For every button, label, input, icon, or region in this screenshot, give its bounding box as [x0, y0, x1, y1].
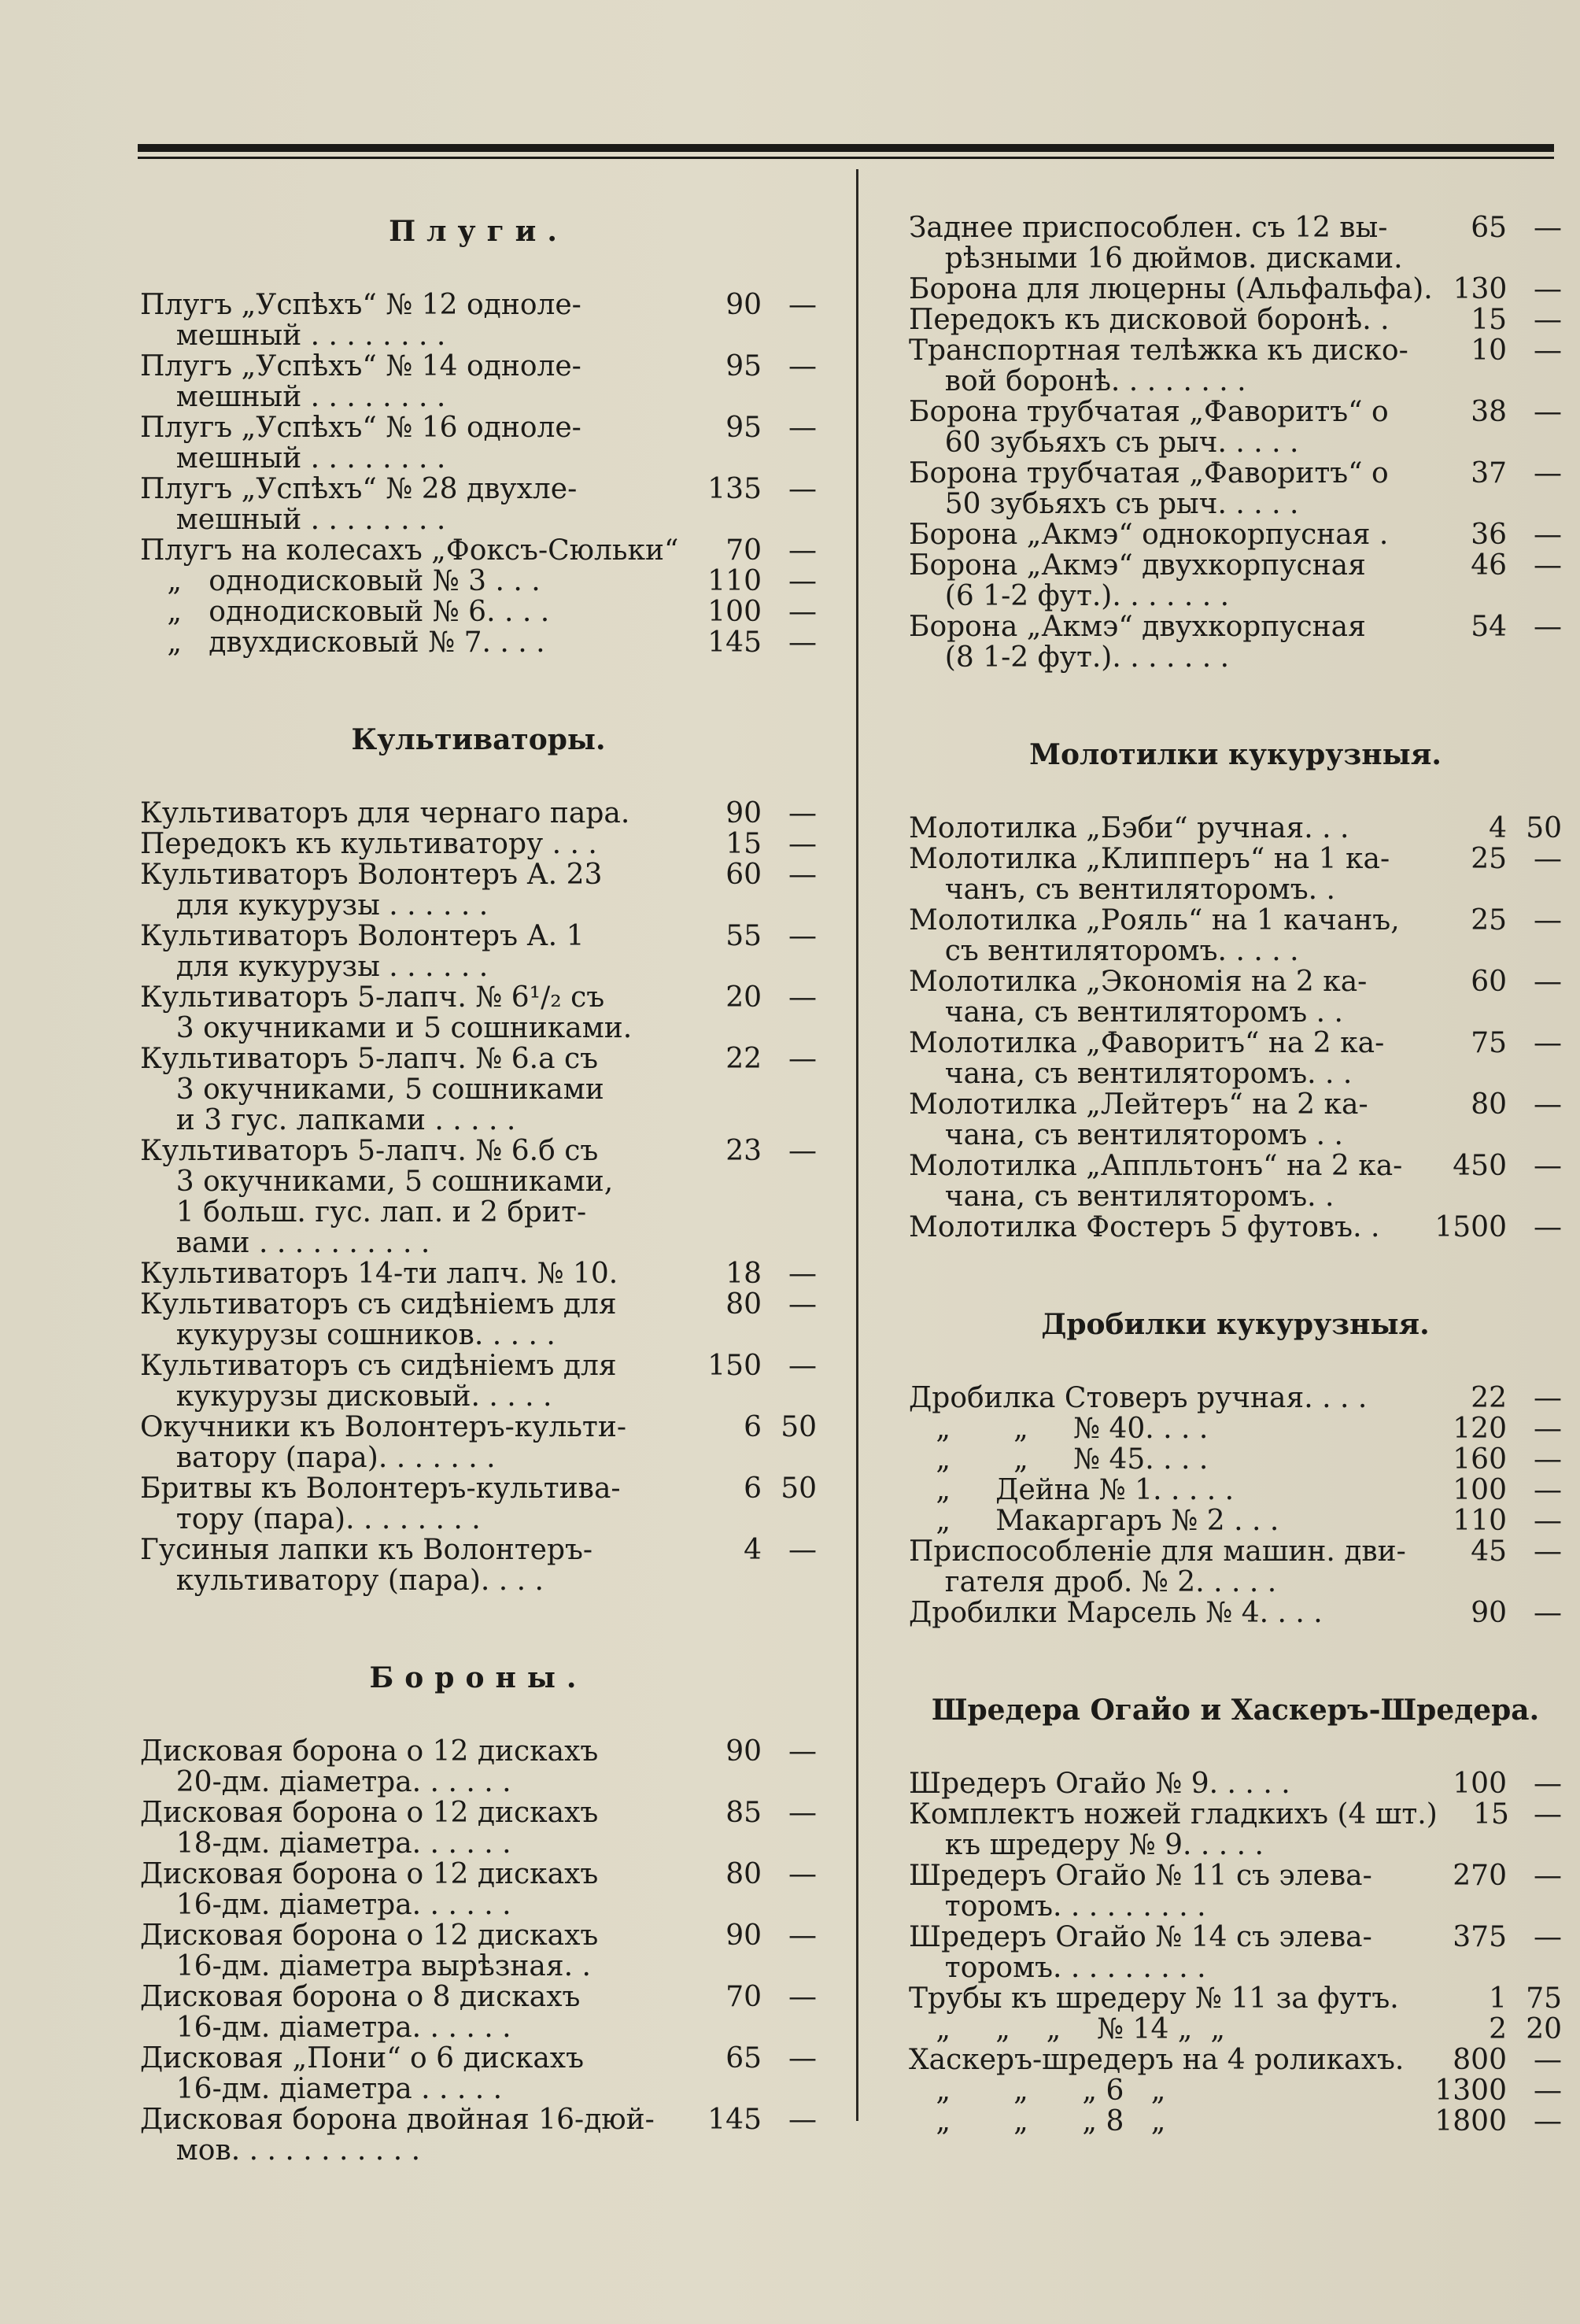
price-item [140, 829, 817, 859]
item-description: Плугъ „Успѣхъ“ № 14 одноле- мешный . . . . . . . . [140, 350, 581, 413]
item-description: Дисковая борона двойная 16-дюй- мов. . . . . . . . . . . [140, 2104, 655, 2167]
price-rubles: 80 [725, 1288, 762, 1321]
price-kopecks: — [1534, 1027, 1562, 1059]
price-kopecks: — [788, 1735, 817, 1768]
price-rubles: 15 [1471, 304, 1507, 336]
price-rubles: 37 [1471, 457, 1507, 490]
price-kopecks: 20 [1526, 2013, 1562, 2045]
price-kopecks: — [788, 534, 817, 567]
item-description: Культиваторъ съ сидѣніемъ для кукурузы дисковый. . . . . [140, 1350, 617, 1413]
price-kopecks: — [1534, 457, 1562, 490]
price-item [909, 274, 1562, 305]
price-kopecks: — [1534, 1413, 1562, 1445]
price-rubles: 54 [1471, 611, 1507, 643]
price-kopecks: — [788, 859, 817, 891]
price-rubles: 160 [1453, 1443, 1507, 1476]
item-description: Дробилка Стоверъ ручная. . . . [909, 1382, 1368, 1414]
price-rubles: 120 [1453, 1413, 1507, 1445]
price-kopecks: — [1534, 1443, 1562, 1476]
item-description: Дисковая борона о 12 дискахъ 16-дм. діаметра. . . . . . [140, 1858, 599, 1921]
price-item [909, 813, 1562, 844]
item-description: Дробилки Марсель № 4. . . . [909, 1597, 1323, 1629]
price-rubles: 25 [1471, 843, 1507, 875]
price-kopecks: — [788, 1043, 817, 1075]
price-item [909, 1475, 1562, 1506]
price-kopecks: — [1534, 611, 1562, 643]
item-description: „ „ № 45. . . . [909, 1443, 1209, 1476]
price-kopecks: — [788, 1919, 817, 1952]
price-item [909, 1598, 1562, 1628]
price-kopecks: — [788, 920, 817, 952]
price-item [909, 1028, 1562, 1089]
price-item [909, 1536, 1562, 1598]
item-description: Передокъ къ культиватору . . . [140, 828, 597, 860]
price-item [909, 611, 1562, 673]
price-rubles: 2 [1489, 2013, 1507, 2045]
price-item [140, 2104, 817, 2166]
price-kopecks: — [788, 350, 817, 382]
item-description: Молотилка „Фаворитъ“ на 2 ка- чана, съ вентиляторомъ. . . [909, 1027, 1385, 1090]
price-rubles: 36 [1471, 519, 1507, 551]
section-title: Молотилки кукурузныя. [1029, 738, 1442, 771]
price-kopecks: — [1534, 212, 1562, 244]
price-item [909, 1768, 1562, 1799]
item-description: Плугъ „Успѣхъ“ № 16 одноле- мешный . . . . . . . . [140, 412, 581, 475]
price-item [909, 844, 1562, 905]
price-kopecks: — [1534, 1382, 1562, 1414]
item-description: Борона „Акмэ“ двухкорпусная (6 1-2 фут.). . . . . . . [909, 549, 1366, 612]
section-title: Шредера Огайо и Хаскеръ-Шредера. [931, 1694, 1540, 1727]
price-item [909, 1860, 1562, 1922]
item-description: Заднее приспособлен. съ 12 вы- рѣзными 16 дюймов. дисками. [909, 212, 1403, 275]
price-item [140, 859, 817, 921]
item-description: Молотилка „Клипперъ“ на 1 ка- чанъ, съ вентиляторомъ. . [909, 843, 1390, 906]
price-rubles: 75 [1471, 1027, 1507, 1059]
price-item [140, 798, 817, 829]
price-rubles: 20 [725, 981, 762, 1014]
item-description: „ двухдисковый № 7. . . . [140, 626, 545, 659]
price-item [140, 1920, 817, 1982]
price-kopecks: — [788, 1981, 817, 2013]
item-description: Борона трубчатая „Фаворитъ“ о 50 зубьяхъ съ рыч. . . . . [909, 457, 1389, 520]
price-item [909, 1922, 1562, 1983]
price-rubles: 800 [1453, 2044, 1507, 2076]
price-rubles: 22 [1471, 1382, 1507, 1414]
price-kopecks: — [1534, 2075, 1562, 2107]
price-rubles: 130 [1453, 273, 1508, 305]
price-rubles: 95 [725, 412, 762, 444]
item-description: Борона трубчатая „Фаворитъ“ о 60 зубьяхъ съ рыч. . . . . [909, 396, 1389, 459]
price-rubles: 46 [1471, 549, 1507, 582]
price-item [909, 458, 1562, 519]
price-rubles: 6 [744, 1411, 762, 1443]
price-rubles: 55 [725, 920, 762, 952]
price-item [140, 2043, 817, 2104]
price-rubles: 80 [725, 1858, 762, 1890]
price-item [909, 905, 1562, 966]
price-item [140, 535, 817, 566]
price-kopecks: — [788, 797, 817, 829]
item-description: Молотилка „Экономія на 2 ка- чана, съ вентиляторомъ . . [909, 966, 1368, 1029]
price-rubles: 22 [725, 1043, 762, 1075]
price-item [909, 1089, 1562, 1151]
price-rubles: 38 [1471, 396, 1507, 428]
price-rubles: 90 [1471, 1597, 1507, 1629]
price-rubles: 135 [707, 473, 762, 505]
price-item [909, 966, 1562, 1028]
price-rubles: 90 [725, 289, 762, 321]
price-kopecks: — [1534, 1150, 1562, 1182]
price-kopecks: — [1534, 273, 1562, 305]
price-rubles: 150 [707, 1350, 762, 1382]
price-kopecks: — [1534, 1535, 1562, 1568]
price-kopecks: — [1534, 1768, 1562, 1800]
price-kopecks: — [788, 2104, 817, 2136]
price-item [140, 982, 817, 1044]
price-item [140, 412, 817, 474]
price-rubles: 450 [1453, 1150, 1507, 1182]
price-kopecks: — [1534, 519, 1562, 551]
price-kopecks: 50 [781, 1411, 817, 1443]
price-item [909, 1212, 1562, 1243]
price-rubles: 1800 [1434, 2105, 1507, 2137]
item-description: Трубы къ шредеру № 11 за футъ. [909, 1982, 1399, 2015]
price-rubles: 90 [725, 1919, 762, 1952]
item-description: Окучники къ Волонтеръ-культи- ватору (пара). . . . . . . [140, 1411, 626, 1474]
section-title: Культиваторы. [351, 723, 606, 756]
price-rubles: 375 [1453, 1921, 1507, 1953]
price-kopecks: — [1534, 549, 1562, 582]
price-rubles: 70 [725, 1981, 762, 2013]
price-rubles: 70 [725, 534, 762, 567]
left-column [140, 212, 817, 2166]
item-description: Борона для люцерны (Альфальфа). [909, 273, 1433, 305]
price-item [909, 1983, 1562, 2014]
header-rule-thin [138, 157, 1554, 159]
price-rubles: 60 [725, 859, 762, 891]
item-description: Культиваторъ Волонтеръ А. 23 для кукурузы . . . . . . [140, 859, 603, 922]
price-rubles: 18 [725, 1258, 762, 1290]
item-description: Молотилка „Рояль“ на 1 качанъ, съ вентиляторомъ. . . . . [909, 904, 1400, 967]
item-description: Плугъ „Успѣхъ“ № 12 одноле- мешный . . . . . . . . [140, 289, 581, 352]
price-kopecks: — [1534, 1597, 1562, 1629]
price-item [140, 1859, 817, 1920]
price-item [909, 212, 1562, 274]
price-rubles: 45 [1471, 1535, 1507, 1568]
price-kopecks: 75 [1526, 1982, 1562, 2015]
price-kopecks: — [788, 2042, 817, 2075]
price-item [140, 566, 817, 597]
price-rubles: 4 [744, 1534, 762, 1566]
price-rubles: 100 [707, 596, 762, 628]
price-rubles: 6 [744, 1472, 762, 1505]
price-kopecks: — [1534, 966, 1562, 998]
price-rubles: 95 [725, 350, 762, 382]
item-description: Плугъ „Успѣхъ“ № 28 двухле- мешный . . . . . . . . [140, 473, 578, 536]
price-item [140, 290, 817, 351]
section-title: Бороны. [369, 1661, 588, 1694]
price-kopecks: — [788, 1258, 817, 1290]
item-description: „ „ „ № 14 „ „ [909, 2013, 1225, 2045]
price-kopecks: — [788, 1135, 817, 1167]
item-description: Борона „Акмэ“ двухкорпусная (8 1-2 фут.). . . . . . . [909, 611, 1366, 674]
price-item [140, 474, 817, 535]
item-description: Молотилка „Лейтеръ“ на 2 ка- чана, съ вентиляторомъ . . [909, 1088, 1368, 1151]
price-kopecks: — [1534, 1088, 1562, 1121]
price-kopecks: — [1534, 1921, 1562, 1953]
price-rubles: 145 [707, 2104, 762, 2136]
item-description: Молотилка Фостеръ 5 футовъ. . [909, 1211, 1380, 1243]
price-kopecks: — [1534, 1505, 1562, 1537]
item-description: Плугъ на колесахъ „Фоксъ-Сюльки“ [140, 534, 679, 567]
price-item [140, 1473, 817, 1535]
item-description: „ Дейна № 1. . . . . [909, 1474, 1235, 1506]
item-description: Дисковая борона о 8 дискахъ 16-дм. діаметра. . . . . . [140, 1981, 581, 2044]
price-kopecks: — [1534, 843, 1562, 875]
price-kopecks: — [1534, 1860, 1562, 1892]
price-item [140, 1044, 817, 1136]
price-kopecks: — [788, 565, 817, 597]
item-description: Бритвы къ Волонтеръ-культива- тору (пара). . . . . . . . [140, 1472, 621, 1535]
price-item [140, 1136, 817, 1258]
price-kopecks: — [1534, 304, 1562, 336]
price-rubles: 10 [1471, 334, 1507, 367]
price-rubles: 65 [1471, 212, 1507, 244]
price-kopecks: — [788, 289, 817, 321]
price-rubles: 65 [725, 2042, 762, 2075]
price-kopecks: — [1534, 2044, 1562, 2076]
price-item [140, 627, 817, 658]
price-kopecks: — [1534, 2105, 1562, 2137]
item-description: Дисковая борона о 12 дискахъ 18-дм. діаметра. . . . . . [140, 1797, 599, 1860]
price-item [140, 1350, 817, 1412]
section-title: Дробилки кукурузныя. [1041, 1308, 1430, 1341]
item-description: „ однодисковый № 3 . . . [140, 565, 541, 597]
item-description: Борона „Акмэ“ однокорпусная . [909, 519, 1389, 551]
item-description: Шредеръ Огайо № 11 съ элева- торомъ. . . . . . . . . [909, 1860, 1372, 1923]
price-item [140, 351, 817, 412]
price-item [909, 335, 1562, 397]
section-title: Плуги. [389, 215, 568, 248]
price-kopecks: — [1534, 396, 1562, 428]
header-rule-thick [138, 144, 1554, 152]
price-kopecks: 50 [781, 1472, 817, 1505]
price-rubles: 60 [1471, 966, 1507, 998]
price-item [909, 1151, 1562, 1212]
item-description: Культиваторъ 5-лапч. № 6¹/₂ съ 3 окучниками и 5 сошниками. [140, 981, 633, 1044]
right-column [909, 212, 1562, 2137]
price-rubles: 270 [1453, 1860, 1507, 1892]
price-kopecks: — [1534, 334, 1562, 367]
price-rubles: 90 [725, 797, 762, 829]
price-kopecks: — [788, 1534, 817, 1566]
item-description: „ „ „ 8 „ [909, 2105, 1166, 2137]
price-kopecks: — [1534, 1474, 1562, 1506]
item-description: Культиваторъ съ сидѣніемъ для кукурузы сошников. . . . . [140, 1288, 617, 1351]
item-description: Культиваторъ 5-лапч. № 6.а съ 3 окучниками, 5 сошниками и 3 гус. лапками . . . . . [140, 1043, 604, 1136]
item-description: „ однодисковый № 6. . . . [140, 596, 550, 628]
price-rubles: 110 [707, 565, 762, 597]
price-item [140, 597, 817, 627]
item-description: Культиваторъ 14-ти лапч. № 10. [140, 1258, 618, 1290]
price-rubles: 145 [707, 626, 762, 659]
price-item [909, 1444, 1562, 1475]
price-kopecks: — [788, 1797, 817, 1829]
price-rubles: 15 [1473, 1798, 1509, 1831]
price-rubles: 100 [1453, 1474, 1507, 1506]
item-description: Транспортная телѣжка къ диско- вой боронѣ. . . . . . . . [909, 334, 1408, 397]
price-rubles: 23 [725, 1135, 762, 1167]
column-separator [856, 169, 858, 2121]
price-kopecks: — [788, 1350, 817, 1382]
price-item [909, 397, 1562, 458]
price-item [909, 2045, 1562, 2075]
price-kopecks: — [1534, 904, 1562, 937]
price-kopecks: — [1534, 1798, 1562, 1831]
price-kopecks: — [788, 828, 817, 860]
price-item [909, 2075, 1562, 2106]
item-description: Хаскеръ-шредеръ на 4 роликахъ. [909, 2044, 1405, 2076]
price-item [140, 1535, 817, 1596]
price-rubles: 90 [725, 1735, 762, 1768]
price-rubles: 25 [1471, 904, 1507, 937]
price-kopecks: — [788, 626, 817, 659]
price-rubles: 80 [1471, 1088, 1507, 1121]
price-rubles: 110 [1453, 1505, 1507, 1537]
price-kopecks: — [788, 1858, 817, 1890]
price-item [909, 1413, 1562, 1444]
item-description: Культиваторъ Волонтеръ А. 1 для кукурузы . . . . . . [140, 920, 585, 983]
price-item [909, 1799, 1562, 1860]
price-item [140, 1982, 817, 2043]
item-description: Комплектъ ножей гладкихъ (4 шт.) къ шредеру № 9. . . . . [909, 1798, 1438, 1861]
item-description: Культиваторъ 5-лапч. № 6.б съ 3 окучниками, 5 сошниками, 1 больш. гус. лап. и 2 брит- вами . . . . . . . . . . [140, 1135, 614, 1259]
price-item [140, 1797, 817, 1859]
item-description: Передокъ къ дисковой боронѣ. . [909, 304, 1390, 336]
price-item [909, 2014, 1562, 2045]
price-item [909, 519, 1562, 550]
price-rubles: 1300 [1434, 2075, 1507, 2107]
price-item [140, 1412, 817, 1473]
price-kopecks: — [788, 596, 817, 628]
price-rubles: 1 [1489, 1982, 1507, 2015]
price-item [140, 921, 817, 982]
price-rubles: 1500 [1434, 1211, 1507, 1243]
item-description: „ „ „ 6 „ [909, 2075, 1166, 2107]
item-description: Молотилка „Аппльтонъ“ на 2 ка- чана, съ вентиляторомъ. . [909, 1150, 1403, 1213]
item-description: Приспособленіе для машин. дви- гателя дроб. № 2. . . . . [909, 1535, 1406, 1598]
item-description: Шредеръ Огайо № 9. . . . . [909, 1768, 1290, 1800]
price-item [140, 1258, 817, 1289]
price-item [140, 1736, 817, 1797]
price-kopecks: — [1534, 1211, 1562, 1243]
price-rubles: 85 [725, 1797, 762, 1829]
price-kopecks: 50 [1526, 812, 1562, 844]
item-description: „ „ № 40. . . . [909, 1413, 1209, 1445]
price-kopecks: — [788, 473, 817, 505]
item-description: Дисковая „Пони“ о 6 дискахъ 16-дм. діаметра . . . . . [140, 2042, 584, 2105]
item-description: Шредеръ Огайо № 14 съ элева- торомъ. . . . . . . . . [909, 1921, 1372, 1984]
price-kopecks: — [788, 412, 817, 444]
price-item [909, 1383, 1562, 1413]
price-rubles: 4 [1489, 812, 1507, 844]
price-item [909, 2106, 1562, 2137]
price-item [909, 1506, 1562, 1536]
item-description: Дисковая борона о 12 дискахъ 20-дм. діаметра. . . . . . [140, 1735, 599, 1798]
item-description: Гусиныя лапки къ Волонтеръ- культиватору (пара). . . . [140, 1534, 593, 1597]
price-item [140, 1289, 817, 1350]
price-item [909, 305, 1562, 335]
price-item [909, 550, 1562, 611]
price-kopecks: — [788, 981, 817, 1014]
item-description: Культиваторъ для чернаго пара. [140, 797, 630, 829]
price-rubles: 100 [1453, 1768, 1507, 1800]
item-description: Дисковая борона о 12 дискахъ 16-дм. діаметра вырѣзная. . [140, 1919, 599, 1982]
price-rubles: 15 [725, 828, 762, 860]
item-description: Молотилка „Бэби“ ручная. . . [909, 812, 1349, 844]
item-description: „ Макаргаръ № 2 . . . [909, 1505, 1279, 1537]
price-kopecks: — [788, 1288, 817, 1321]
